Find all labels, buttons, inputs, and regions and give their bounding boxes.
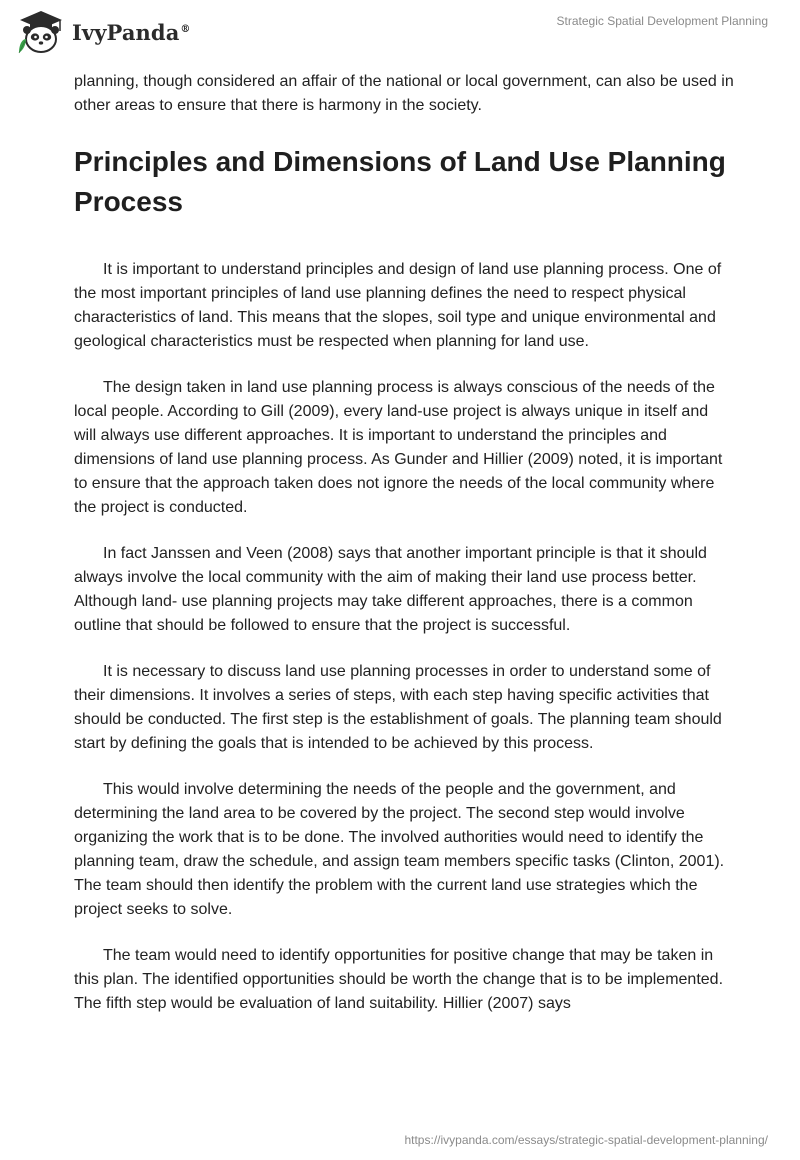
body-paragraph-4: It is necessary to discuss land use planning processes in order to understand some of their dimensions. It involves a series of steps, with each step having specific activities that should be conducted. The first step is the establishment of goals. The planning team should start by defining the goals that is intended to be achieved by this process. <box>74 663 722 752</box>
logo-text: IvyPanda <box>72 19 180 45</box>
ivypanda-logo[interactable] <box>16 9 191 55</box>
intro-paragraph-tail: planning, though considered an affair of the national or local government, can also be used in other areas to ensure that there is harmony in the society. <box>74 73 734 114</box>
body-paragraph-1: It is important to understand principles and design of land use planning process. One of the most important principles of land use planning defines the need to respect physical characteristics of land. This means that the slopes, soil type and unique environmental and geological characteristics must be respected when planning for land use. <box>74 261 722 350</box>
body-paragraph-6: The team would need to identify opportunities for positive change that may be taken in this plan. The identified opportunities should be worth the change that is to be implemented. The fifth step would be evaluation of land suitability. Hillier (2007) says <box>74 947 724 1012</box>
body-paragraph-2: The design taken in land use planning process is always conscious of the needs of the local people. According to Gill (2009), every land-use project is always unique in itself and will always use different approaches. It is important to understand the principles and dimensions of land use planning process. As Gunder and Hillier (2009) noted, it is important to ensure that the approach taken does not ignore the needs of the local community where the project is conducted. <box>74 379 723 516</box>
article-body <box>74 70 734 1038</box>
document-title: Strategic Spatial Development Planning <box>556 14 768 28</box>
page-header <box>0 0 800 70</box>
body-paragraph-5: This would involve determining the needs of the people and the government, and determining the land area to be covered by the project. The second step would involve organizing the work that is to be done. The involved authorities would need to identify the planning team, draw the schedule, and assign team members specific tasks (Clinton, 2001). The team should then identify the problem with the current land use strategies which the project seeks to solve. <box>74 781 725 918</box>
body-paragraph-3: In fact Janssen and Veen (2008) says that another important principle is that it should always involve the local community with the aim of making their land use process better. Although land- use planning projects may take different approaches, there is a common outline that should be followed to ensure that the project is successful. <box>74 545 707 634</box>
registered-mark: ® <box>180 23 191 35</box>
section-heading: Principles and Dimensions of Land Use Planning Process <box>74 146 726 217</box>
panda-graduation-icon <box>16 9 66 55</box>
logo-wordmark <box>72 20 191 45</box>
source-url[interactable]: https://ivypanda.com/essays/strategic-spatial-development-planning/ <box>404 1133 768 1147</box>
